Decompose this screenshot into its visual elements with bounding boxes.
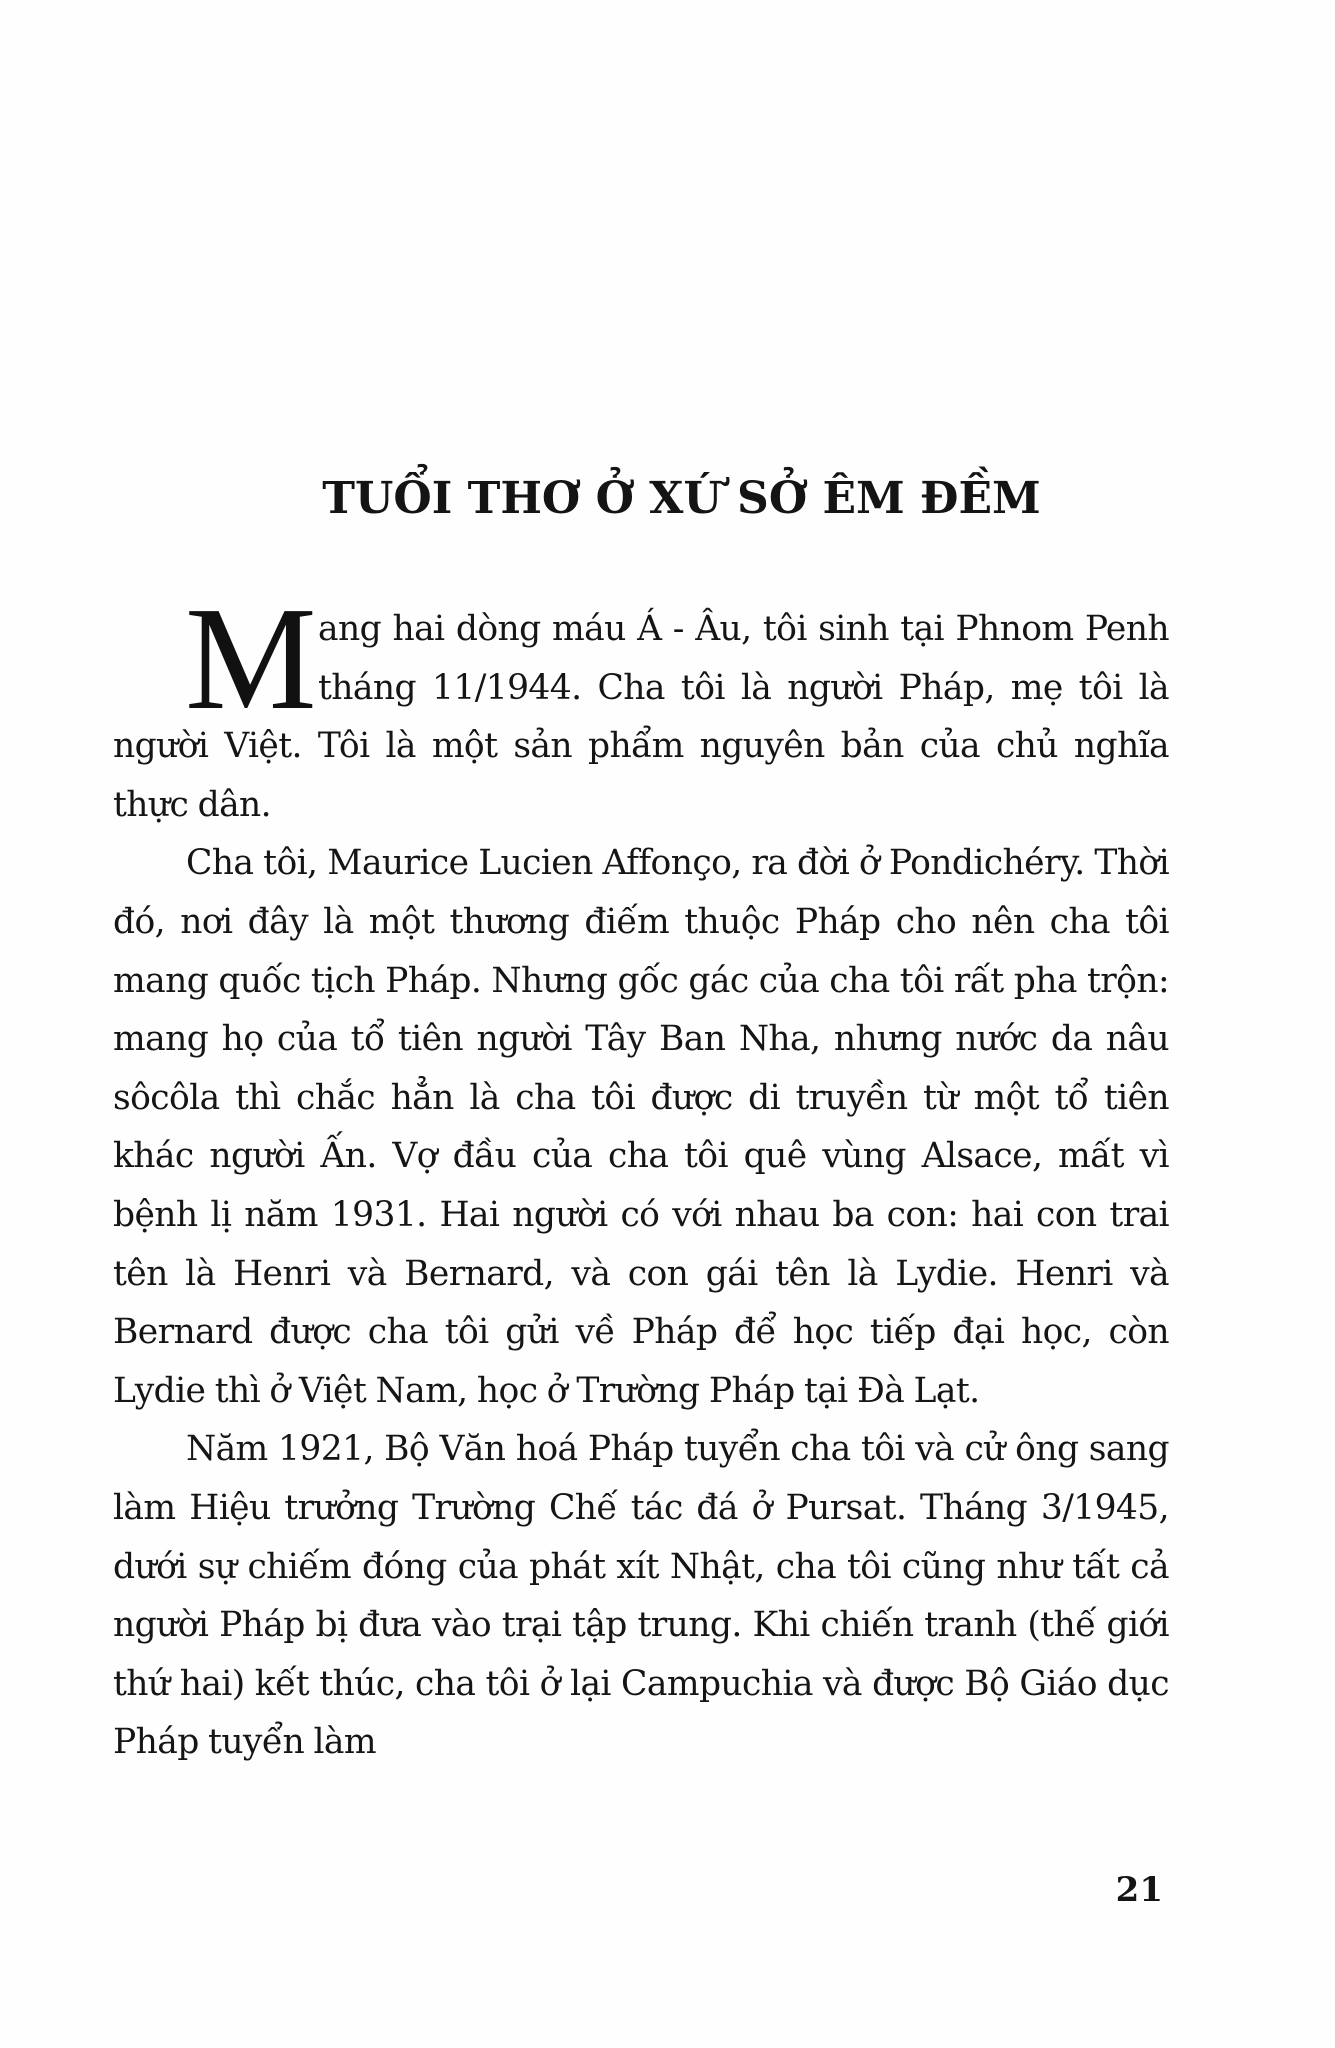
paragraph-2-text: Cha tôi, Maurice Lucien Affonço, ra đời ở Pondichéry. Thời đó, nơi đây là một thương điếm thuộc Pháp cho nên cha tôi mang quốc tịch Pháp. Nhưng gốc gác của cha tôi rất pha trộn: mang họ của tổ tiên người Tây Ban Nha, nhưng nước da nâu sôcôla thì chắc hẳn là cha tôi được di truyền từ một tổ tiên khác người Ấn. Vợ đầu của cha tôi quê vùng Alsace, mất vì bệnh lị năm 1931. Hai người có với nhau ba con: hai con trai tên là Henri và Bernard, và con gái tên là Lydie. Henri và Bernard được cha tôi gửi về Pháp để học tiếp đại học, còn Lydie thì ở Việt Nam, học ở Trường Pháp tại Đà Lạt. [113,843,1169,1411]
chapter-title: TUỔI THƠ Ở XỨ SỞ ÊM ĐỀM [322,473,1041,525]
paragraph-1-text: ang hai dòng máu Á - Âu, tôi sinh tại Phnom Penh tháng 11/1944. Cha tôi là người Pháp, mẹ tôi là người Việt. Tôi là một sản phẩm nguyên bản của chủ nghĩa thực dân. [113,609,1169,825]
paragraph-3 [113,1420,1169,1772]
paragraph-3-text: Năm 1921, Bộ Văn hoá Pháp tuyển cha tôi và cử ông sang làm Hiệu trưởng Trường Chế tác đá ở Pursat. Tháng 3/1945, dưới sự chiếm đóng của phát xít Nhật, cha tôi cũng như tất cả người Pháp bị đưa vào trại tập trung. Khi chiến tranh (thế giới thứ hai) kết thúc, cha tôi ở lại Campuchia và được Bộ Giáo dục Pháp tuyển làm [113,1429,1169,1763]
page-number: 21 [1115,1870,1163,1910]
chapter-body [113,577,1169,1772]
paragraph-2 [113,834,1169,1420]
paragraph-1 [113,577,1169,834]
drop-cap: M [185,577,316,741]
